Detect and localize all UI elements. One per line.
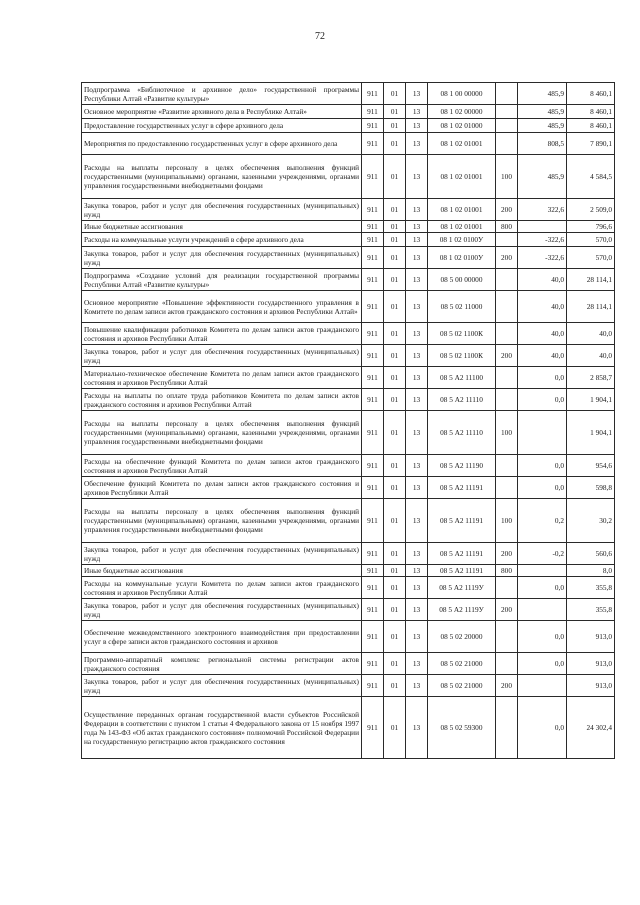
target-article-code: 08 5 А2 11191: [428, 565, 496, 577]
change-amount: 485,9: [518, 155, 567, 199]
admin-code: 911: [362, 105, 384, 119]
target-article-code: 08 5 02 21000: [428, 675, 496, 697]
subsection-code: 13: [406, 155, 428, 199]
target-article-code: 08 5 А2 1119У: [428, 577, 496, 599]
table-row: [82, 653, 615, 675]
expense-type-code: [496, 291, 518, 323]
item-name: Повышение квалификации работников Комитета по делам записи актов гражданского состояния и архивов Республики Алтай: [82, 323, 362, 345]
table-row: [82, 455, 615, 477]
expense-type-code: [496, 105, 518, 119]
subsection-code: 13: [406, 345, 428, 367]
subsection-code: 13: [406, 233, 428, 247]
section-code: 01: [384, 577, 406, 599]
table-row: [82, 345, 615, 367]
admin-code: 911: [362, 155, 384, 199]
table-row: [82, 233, 615, 247]
total-amount: 28 114,1: [567, 269, 615, 291]
change-amount: 485,9: [518, 105, 567, 119]
change-amount: 40,0: [518, 269, 567, 291]
change-amount: 322,6: [518, 199, 567, 221]
change-amount: 40,0: [518, 323, 567, 345]
target-article-code: 08 1 02 0100У: [428, 233, 496, 247]
admin-code: 911: [362, 675, 384, 697]
expense-type-code: 200: [496, 345, 518, 367]
admin-code: 911: [362, 455, 384, 477]
expense-type-code: [496, 577, 518, 599]
subsection-code: 13: [406, 133, 428, 155]
section-code: 01: [384, 133, 406, 155]
subsection-code: 13: [406, 543, 428, 565]
total-amount: 1 904,1: [567, 389, 615, 411]
subsection-code: 13: [406, 367, 428, 389]
subsection-code: 13: [406, 105, 428, 119]
expense-type-code: 200: [496, 247, 518, 269]
budget-table: [81, 82, 615, 759]
admin-code: 911: [362, 119, 384, 133]
section-code: 01: [384, 269, 406, 291]
table-row: [82, 221, 615, 233]
total-amount: 570,0: [567, 233, 615, 247]
target-article-code: 08 5 А2 11190: [428, 455, 496, 477]
total-amount: 8,0: [567, 565, 615, 577]
change-amount: [518, 565, 567, 577]
total-amount: 954,6: [567, 455, 615, 477]
change-amount: [518, 411, 567, 455]
item-name: Расходы на коммунальные услуги Комитета по делам записи актов гражданского состояния и архивов Республики Алтай: [82, 577, 362, 599]
section-code: 01: [384, 675, 406, 697]
subsection-code: 13: [406, 697, 428, 759]
admin-code: 911: [362, 247, 384, 269]
section-code: 01: [384, 247, 406, 269]
change-amount: 0,0: [518, 367, 567, 389]
target-article-code: 08 5 А2 11110: [428, 389, 496, 411]
table-row: [82, 697, 615, 759]
target-article-code: 08 1 00 00000: [428, 83, 496, 105]
target-article-code: 08 5 А2 11191: [428, 543, 496, 565]
section-code: 01: [384, 323, 406, 345]
section-code: 01: [384, 411, 406, 455]
total-amount: 40,0: [567, 323, 615, 345]
expense-type-code: 800: [496, 221, 518, 233]
total-amount: 913,0: [567, 653, 615, 675]
expense-type-code: [496, 83, 518, 105]
target-article-code: 08 5 02 1100К: [428, 345, 496, 367]
expense-type-code: [496, 233, 518, 247]
target-article-code: 08 1 02 01001: [428, 155, 496, 199]
item-name: Мероприятия по предоставлению государственных услуг в сфере архивного дела: [82, 133, 362, 155]
item-name: Закупка товаров, работ и услуг для обеспечения государственных (муниципальных) нужд: [82, 675, 362, 697]
expense-type-code: [496, 389, 518, 411]
target-article-code: 08 1 02 01001: [428, 221, 496, 233]
item-name: Расходы на выплаты персоналу в целях обеспечения выполнения функций государственными (муниципальными) органами, казенными учреждениями, органами управления государственными внебюджетными фондами: [82, 155, 362, 199]
section-code: 01: [384, 477, 406, 499]
subsection-code: 13: [406, 565, 428, 577]
subsection-code: 13: [406, 499, 428, 543]
total-amount: 4 584,5: [567, 155, 615, 199]
admin-code: 911: [362, 543, 384, 565]
admin-code: 911: [362, 345, 384, 367]
admin-code: 911: [362, 269, 384, 291]
target-article-code: 08 5 А2 1119У: [428, 599, 496, 621]
table-row: [82, 291, 615, 323]
subsection-code: 13: [406, 675, 428, 697]
admin-code: 911: [362, 599, 384, 621]
expense-type-code: 200: [496, 199, 518, 221]
admin-code: 911: [362, 323, 384, 345]
total-amount: 2 858,7: [567, 367, 615, 389]
table-row: [82, 133, 615, 155]
subsection-code: 13: [406, 477, 428, 499]
total-amount: 8 460,1: [567, 83, 615, 105]
item-name: Иные бюджетные ассигнования: [82, 221, 362, 233]
change-amount: 0,2: [518, 499, 567, 543]
target-article-code: 08 5 02 1100К: [428, 323, 496, 345]
change-amount: -322,6: [518, 247, 567, 269]
item-name: Закупка товаров, работ и услуг для обеспечения государственных (муниципальных) нужд: [82, 543, 362, 565]
section-code: 01: [384, 599, 406, 621]
table-row: [82, 499, 615, 543]
admin-code: 911: [362, 577, 384, 599]
subsection-code: 13: [406, 389, 428, 411]
table-row: [82, 247, 615, 269]
section-code: 01: [384, 291, 406, 323]
change-amount: [518, 599, 567, 621]
subsection-code: 13: [406, 455, 428, 477]
section-code: 01: [384, 499, 406, 543]
section-code: 01: [384, 621, 406, 653]
total-amount: 28 114,1: [567, 291, 615, 323]
item-name: Закупка товаров, работ и услуг для обеспечения государственных (муниципальных) нужд: [82, 345, 362, 367]
section-code: 01: [384, 565, 406, 577]
table-row: [82, 389, 615, 411]
section-code: 01: [384, 653, 406, 675]
table-row: [82, 621, 615, 653]
table-row: [82, 477, 615, 499]
total-amount: 30,2: [567, 499, 615, 543]
expense-type-code: [496, 477, 518, 499]
expense-type-code: 200: [496, 599, 518, 621]
item-name: Расходы на выплаты персоналу в целях обеспечения выполнения функций государственными (муниципальными) органами, казенными учреждениями, органами управления государственными внебюджетными фондами: [82, 411, 362, 455]
section-code: 01: [384, 83, 406, 105]
expense-type-code: [496, 119, 518, 133]
admin-code: 911: [362, 291, 384, 323]
table-row: [82, 119, 615, 133]
subsection-code: 13: [406, 291, 428, 323]
table-row: [82, 269, 615, 291]
subsection-code: 13: [406, 119, 428, 133]
total-amount: 24 302,4: [567, 697, 615, 759]
item-name: Программно-аппаратный комплекс региональной системы регистрации актов гражданского состояния: [82, 653, 362, 675]
section-code: 01: [384, 155, 406, 199]
item-name: Предоставление государственных услуг в сфере архивного дела: [82, 119, 362, 133]
total-amount: 8 460,1: [567, 119, 615, 133]
target-article-code: 08 5 А2 11110: [428, 411, 496, 455]
expense-type-code: [496, 653, 518, 675]
target-article-code: 08 1 02 01001: [428, 199, 496, 221]
expense-type-code: [496, 367, 518, 389]
target-article-code: 08 5 02 59300: [428, 697, 496, 759]
table-row: [82, 599, 615, 621]
table-row: [82, 565, 615, 577]
admin-code: 911: [362, 411, 384, 455]
change-amount: 0,0: [518, 389, 567, 411]
expense-type-code: [496, 621, 518, 653]
table-row: [82, 83, 615, 105]
expense-type-code: 800: [496, 565, 518, 577]
item-name: Обеспечение межведомственного электронного взаимодействия при предоставлении услуг в сфере записи актов гражданского состояния и архивов: [82, 621, 362, 653]
item-name: Расходы на коммунальные услуги учреждений в сфере архивного дела: [82, 233, 362, 247]
admin-code: 911: [362, 389, 384, 411]
change-amount: 485,9: [518, 83, 567, 105]
subsection-code: 13: [406, 411, 428, 455]
subsection-code: 13: [406, 577, 428, 599]
target-article-code: 08 1 02 00000: [428, 105, 496, 119]
change-amount: [518, 675, 567, 697]
total-amount: 560,6: [567, 543, 615, 565]
total-amount: 570,0: [567, 247, 615, 269]
expense-type-code: 200: [496, 675, 518, 697]
total-amount: 7 890,1: [567, 133, 615, 155]
target-article-code: 08 5 А2 11191: [428, 499, 496, 543]
subsection-code: 13: [406, 199, 428, 221]
section-code: 01: [384, 233, 406, 247]
change-amount: 808,5: [518, 133, 567, 155]
total-amount: 355,8: [567, 577, 615, 599]
section-code: 01: [384, 199, 406, 221]
admin-code: 911: [362, 697, 384, 759]
item-name: Закупка товаров, работ и услуг для обеспечения государственных (муниципальных) нужд: [82, 199, 362, 221]
target-article-code: 08 5 02 21000: [428, 653, 496, 675]
item-name: Расходы на выплаты персоналу в целях обеспечения выполнения функций государственными (муниципальными) органами, казенными учреждениями, органами управления государственными внебюджетными фондами: [82, 499, 362, 543]
subsection-code: 13: [406, 323, 428, 345]
change-amount: 40,0: [518, 291, 567, 323]
admin-code: 911: [362, 221, 384, 233]
change-amount: 0,0: [518, 621, 567, 653]
expense-type-code: 100: [496, 155, 518, 199]
total-amount: 796,6: [567, 221, 615, 233]
section-code: 01: [384, 345, 406, 367]
item-name: Основное мероприятие «Развитие архивного дела в Республике Алтай»: [82, 105, 362, 119]
total-amount: 8 460,1: [567, 105, 615, 119]
item-name: Закупка товаров, работ и услуг для обеспечения государственных (муниципальных) нужд: [82, 247, 362, 269]
total-amount: 355,8: [567, 599, 615, 621]
expense-type-code: [496, 133, 518, 155]
change-amount: 0,0: [518, 477, 567, 499]
change-amount: 0,0: [518, 455, 567, 477]
total-amount: 913,0: [567, 675, 615, 697]
item-name: Закупка товаров, работ и услуг для обеспечения государственных (муниципальных) нужд: [82, 599, 362, 621]
item-name: Иные бюджетные ассигнования: [82, 565, 362, 577]
target-article-code: 08 1 02 01001: [428, 133, 496, 155]
budget-table-body: [82, 83, 615, 759]
expense-type-code: [496, 323, 518, 345]
table-row: [82, 367, 615, 389]
item-name: Обеспечение функций Комитета по делам записи актов гражданского состояния и архивов Республики Алтай: [82, 477, 362, 499]
target-article-code: 08 1 02 01000: [428, 119, 496, 133]
section-code: 01: [384, 543, 406, 565]
total-amount: 913,0: [567, 621, 615, 653]
target-article-code: 08 5 02 20000: [428, 621, 496, 653]
change-amount: -0,2: [518, 543, 567, 565]
item-name: Подпрограмма «Библиотечное и архивное дело» государственной программы Республики Алтай «Развитие культуры»: [82, 83, 362, 105]
subsection-code: 13: [406, 83, 428, 105]
expense-type-code: [496, 697, 518, 759]
admin-code: 911: [362, 477, 384, 499]
section-code: 01: [384, 389, 406, 411]
admin-code: 911: [362, 653, 384, 675]
section-code: 01: [384, 221, 406, 233]
change-amount: [518, 221, 567, 233]
table-row: [82, 675, 615, 697]
total-amount: 598,8: [567, 477, 615, 499]
item-name: Материально-техническое обеспечение Комитета по делам записи актов гражданского состояния и архивов Республики Алтай: [82, 367, 362, 389]
admin-code: 911: [362, 133, 384, 155]
admin-code: 911: [362, 621, 384, 653]
item-name: Осуществление переданных органам государственной власти субъектов Российской Федерации в соответствии с пунктом 1 статьи 4 Федерального закона от 15 ноября 1997 года № 143-ФЗ «Об актах гражданского состояния» полномочий Российской Федерации на государственную регистрацию актов гражданского состояния: [82, 697, 362, 759]
expense-type-code: 100: [496, 411, 518, 455]
change-amount: 40,0: [518, 345, 567, 367]
change-amount: 0,0: [518, 697, 567, 759]
item-name: Подпрограмма «Создание условий для реализации государственной программы Республики Алтай «Развитие культуры»: [82, 269, 362, 291]
admin-code: 911: [362, 565, 384, 577]
expense-type-code: [496, 455, 518, 477]
subsection-code: 13: [406, 621, 428, 653]
admin-code: 911: [362, 83, 384, 105]
item-name: Расходы на выплаты по оплате труда работников Комитета по делам записи актов гражданского состояния и архивов Республики Алтай: [82, 389, 362, 411]
table-row: [82, 105, 615, 119]
subsection-code: 13: [406, 221, 428, 233]
table-row: [82, 155, 615, 199]
section-code: 01: [384, 697, 406, 759]
expense-type-code: 200: [496, 543, 518, 565]
admin-code: 911: [362, 367, 384, 389]
change-amount: 0,0: [518, 653, 567, 675]
target-article-code: 08 1 02 0100У: [428, 247, 496, 269]
change-amount: 485,9: [518, 119, 567, 133]
table-row: [82, 323, 615, 345]
target-article-code: 08 5 02 11000: [428, 291, 496, 323]
expense-type-code: 100: [496, 499, 518, 543]
total-amount: 2 509,0: [567, 199, 615, 221]
total-amount: 40,0: [567, 345, 615, 367]
total-amount: 1 904,1: [567, 411, 615, 455]
subsection-code: 13: [406, 269, 428, 291]
table-row: [82, 411, 615, 455]
change-amount: 0,0: [518, 577, 567, 599]
subsection-code: 13: [406, 653, 428, 675]
section-code: 01: [384, 367, 406, 389]
table-row: [82, 543, 615, 565]
change-amount: -322,6: [518, 233, 567, 247]
subsection-code: 13: [406, 599, 428, 621]
admin-code: 911: [362, 199, 384, 221]
section-code: 01: [384, 455, 406, 477]
item-name: Основное мероприятие «Повышение эффективности государственного управления в Комитете по делам записи актов гражданского состояния и архивов Республики Алтай»: [82, 291, 362, 323]
table-row: [82, 199, 615, 221]
admin-code: 911: [362, 499, 384, 543]
expense-type-code: [496, 269, 518, 291]
section-code: 01: [384, 119, 406, 133]
target-article-code: 08 5 А2 11191: [428, 477, 496, 499]
admin-code: 911: [362, 233, 384, 247]
item-name: Расходы на обеспечение функций Комитета по делам записи актов гражданского состояния и архивов Республики Алтай: [82, 455, 362, 477]
target-article-code: 08 5 А2 11100: [428, 367, 496, 389]
page-number: 72: [315, 31, 325, 42]
target-article-code: 08 5 00 00000: [428, 269, 496, 291]
table-row: [82, 577, 615, 599]
subsection-code: 13: [406, 247, 428, 269]
section-code: 01: [384, 105, 406, 119]
